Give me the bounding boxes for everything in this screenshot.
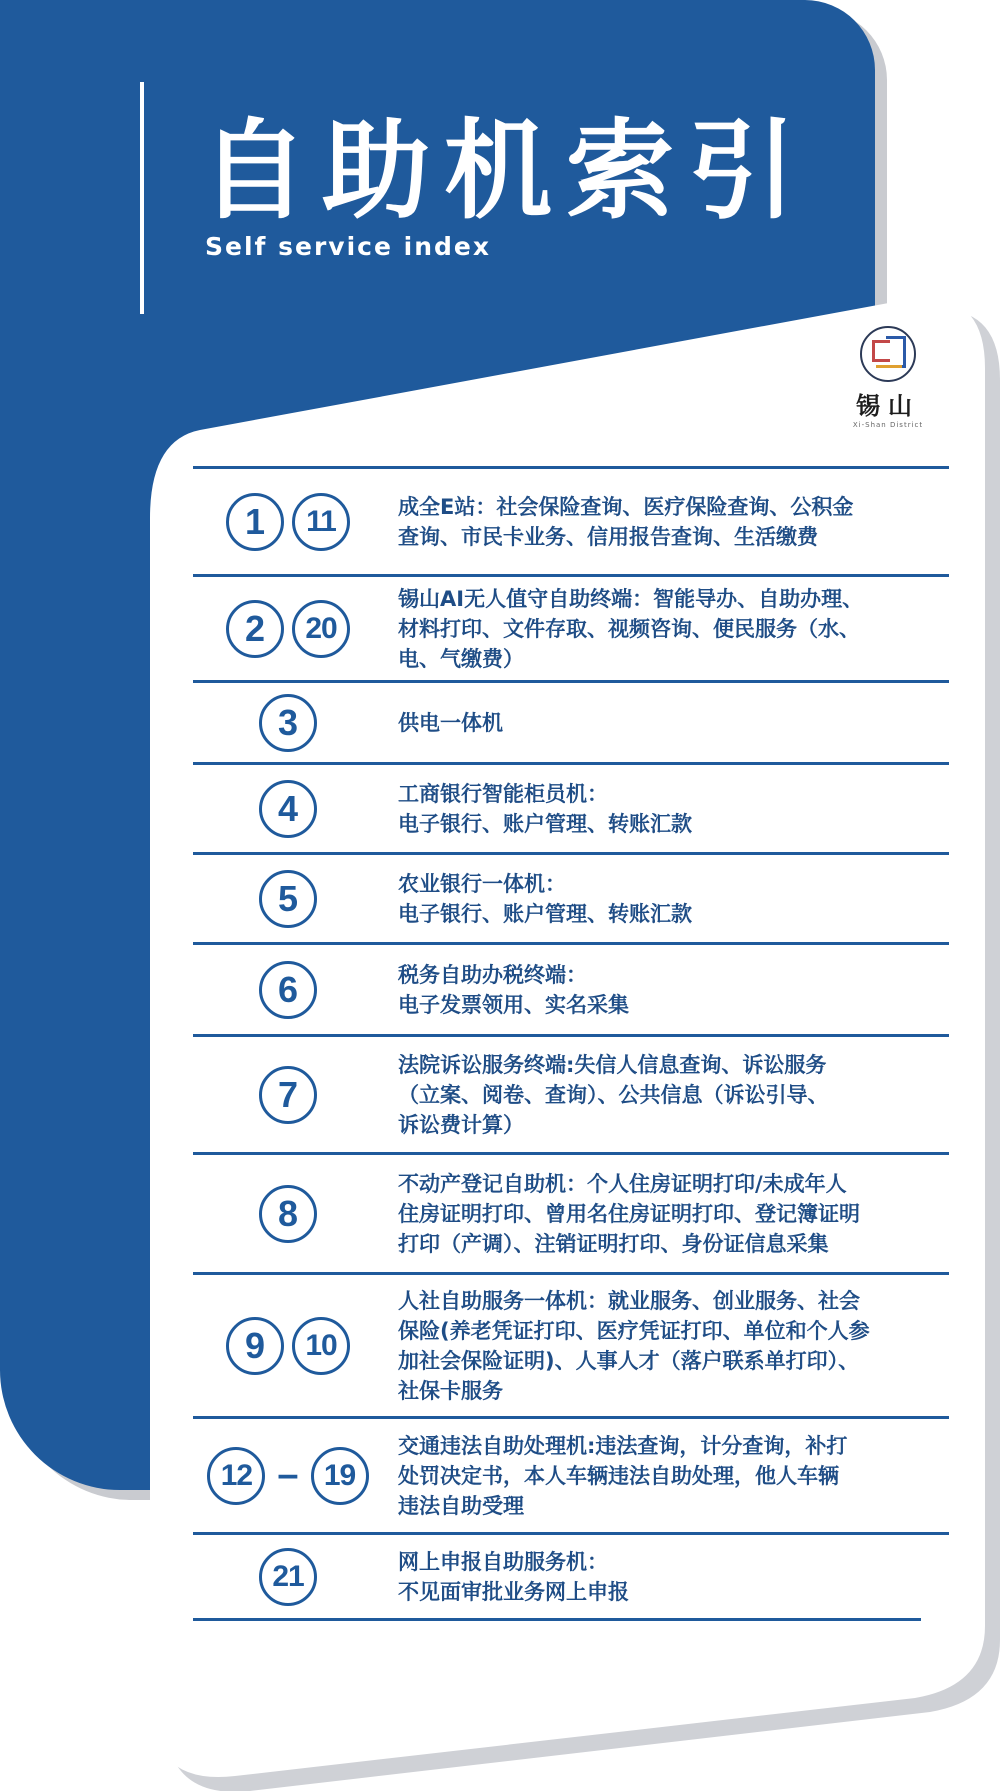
row-numbers [193, 683, 383, 762]
machine-number-badge: 2 [226, 600, 284, 658]
index-row [193, 469, 949, 574]
index-row [193, 765, 949, 852]
description-line: （立案、阅卷、查询）、公共信息（诉讼引导、 [398, 1082, 829, 1107]
description-line: 保险(养老凭证打印、医疗凭证打印、单位和个人参 [398, 1318, 870, 1343]
description-line: 锡山AI无人值守自助终端：智能导办、自助办理、 [398, 586, 864, 611]
row-description [398, 945, 949, 1034]
row-description [398, 1535, 949, 1618]
row-description [398, 577, 949, 680]
index-row [193, 945, 949, 1034]
index-row [193, 1155, 949, 1272]
row-description [398, 683, 949, 762]
machine-number-badge: 9 [226, 1317, 284, 1375]
description-line: 电子银行、账户管理、转账汇款 [398, 811, 692, 836]
machine-number-badge: 7 [259, 1066, 317, 1124]
description-line: 处罚决定书，本人车辆违法自助处理，他人车辆 [398, 1463, 839, 1488]
description-line: 违法自助受理 [398, 1493, 524, 1518]
machine-number-badge: 1 [226, 493, 284, 551]
machine-number-badge: 19 [311, 1447, 369, 1505]
description-line: 住房证明打印、曾用名住房证明打印、登记簿证明 [398, 1201, 860, 1226]
description-line: 交通违法自助处理机:违法查询，计分查询，补打 [398, 1433, 848, 1458]
machine-number-badge: 21 [259, 1548, 317, 1606]
machine-number-badge: 10 [292, 1317, 350, 1375]
logo-english: Xi-Shan District [852, 421, 924, 429]
index-row [193, 577, 949, 680]
row-description [398, 855, 949, 942]
row-numbers [193, 1155, 383, 1272]
description-line: 社保卡服务 [398, 1378, 503, 1403]
description-line: 法院诉讼服务终端:失信人信息查询、诉讼服务 [398, 1052, 827, 1077]
description-line: 税务自助办税终端： [398, 962, 587, 987]
machine-number-badge: 5 [259, 870, 317, 928]
machine-number-badge: 12 [207, 1447, 265, 1505]
description-line: 成全E站：社会保险查询、医疗保险查询、公积金 [398, 494, 854, 519]
description-line: 加社会保险证明)、人事人才（落户联系单打印）、 [398, 1348, 860, 1373]
machine-number-badge: 3 [259, 694, 317, 752]
description-line: 不见面审批业务网上申报 [398, 1579, 629, 1604]
logo-name: 锡山 [856, 392, 920, 420]
machine-number-badge: 8 [259, 1185, 317, 1243]
row-description [398, 1419, 949, 1532]
page-subtitle: Self service index [205, 232, 491, 261]
row-description [398, 1275, 949, 1416]
page-title: 自助机索引 [200, 109, 811, 234]
description-line: 查询、市民卡业务、信用报告查询、生活缴费 [398, 524, 818, 549]
xishan-emblem-icon [860, 326, 916, 382]
index-row [193, 1275, 949, 1416]
row-numbers [193, 855, 383, 942]
description-line: 电、气缴费） [398, 646, 524, 671]
description-line: 网上申报自助服务机： [398, 1549, 608, 1574]
row-divider [193, 1618, 921, 1621]
row-numbers [193, 577, 383, 680]
description-line: 工商银行智能柜员机： [398, 781, 608, 806]
description-line: 农业银行一体机： [398, 871, 566, 896]
description-line: 打印（产调）、注销证明打印、身份证信息采集 [398, 1231, 829, 1256]
description-line: 供电一体机 [398, 710, 503, 735]
machine-number-badge: 11 [292, 493, 350, 551]
index-row [193, 683, 949, 762]
description-line: 电子银行、账户管理、转账汇款 [398, 901, 692, 926]
row-numbers [193, 1275, 383, 1416]
index-row [193, 1419, 949, 1532]
row-numbers [193, 469, 383, 574]
row-description [398, 765, 949, 852]
row-numbers [193, 1419, 383, 1532]
row-numbers [193, 1535, 383, 1618]
machine-number-badge: 4 [259, 780, 317, 838]
index-row [193, 1535, 949, 1618]
xishan-logo [848, 326, 928, 436]
description-line: 人社自助服务一体机：就业服务、创业服务、社会 [398, 1288, 860, 1313]
machine-number-badge: 20 [292, 600, 350, 658]
row-numbers [193, 945, 383, 1034]
row-description [398, 1037, 949, 1152]
description-line: 电子发票领用、实名采集 [398, 992, 629, 1017]
description-line: 不动产登记自助机：个人住房证明打印/未成年人 [398, 1171, 847, 1196]
description-line: 诉讼费计算） [398, 1112, 524, 1137]
row-description [398, 1155, 949, 1272]
row-numbers [193, 765, 383, 852]
machine-number-badge: 6 [259, 961, 317, 1019]
range-separator: – [277, 1454, 299, 1496]
row-description [398, 469, 949, 574]
index-row [193, 1037, 949, 1152]
description-line: 材料打印、文件存取、视频咨询、便民服务（水、 [398, 616, 860, 641]
row-numbers [193, 1037, 383, 1152]
index-row [193, 855, 949, 942]
